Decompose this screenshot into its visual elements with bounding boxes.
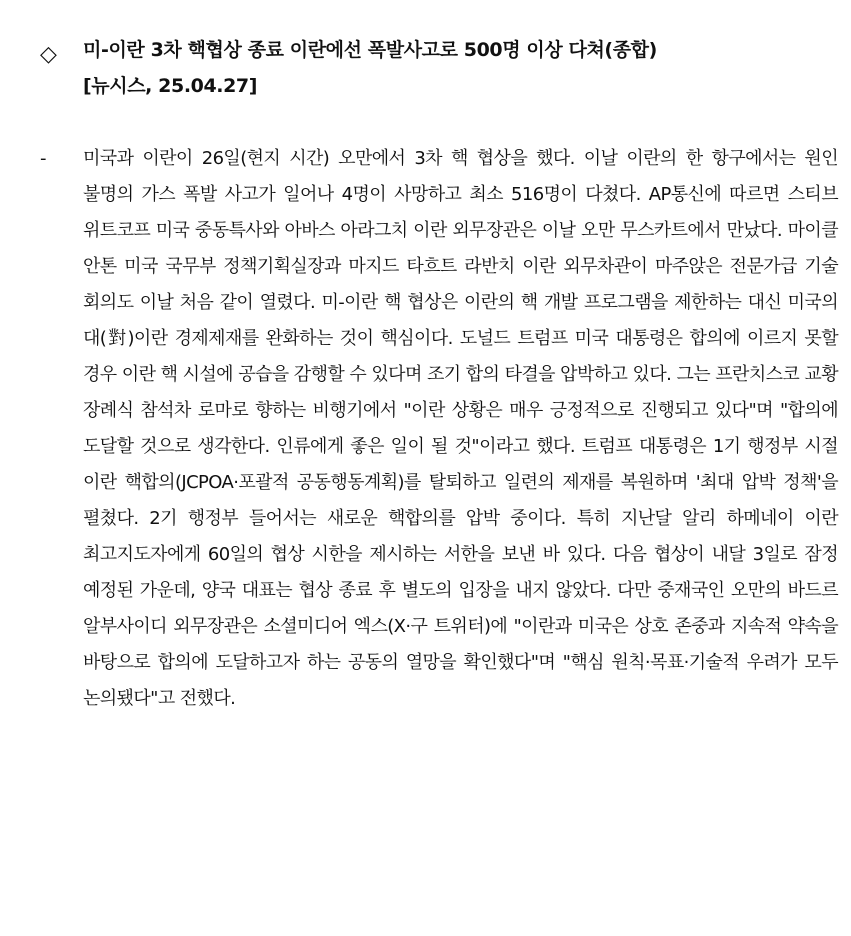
article-body: 미국과 이란이 26일(현지 시간) 오만에서 3차 핵 협상을 했다. 이날 이란의 한 항구에서는 원인 불명의 가스 폭발 사고가 일어나 4명이 사망하고 최소 516명이 다쳤다. AP통신에 따르면 스티브 위트코프 미국 중동특사와 아바스 아라그치 이란 외무장관은 이날 오만 무스카트에서 만났다. 마이클 안톤 미국 국무부 정책기획실장과 마지드 타흐트 라반치 이란 외무차관이 마주앉은 전문가급 기술 회의도 이날 처음 같이 열렸다. 미-이란 핵 협상은 이란의 핵 개발 프로그램을 제한하는 대신 미국의 대(對)이란 경제제재를 완화하는 것이 핵심이다. 도널드 트럼프 미국 대통령은 합의에 이르지 못할 경우 이란 핵 시설에 공습을 감행할 수 있다며 조기 합의 타결을 압박하고 있다. 그는 프란치스코 교황 장례식 참석차 로마로 향하는 비행기에서 "이란 상황은 매우 긍정적으로 진행되고 있다"며 "합의에 도달할 것으로 생각한다. 인류에게 좋은 일이 될 것"이라고 했다. 트럼프 대통령은 1기 행정부 시절 이란 핵합의(JCPOA·포괄적 공동행동계획)를 탈퇴하고 일련의 제재를 복원하며 '최대 압박 정책'을 펼쳤다. 2기 행정부 들어서는 새로운 핵합의를 압박 중이다. 특히 지난달 알리 하메네이 이란 최고지도자에게 60일의 협상 시한을 제시하는 서한을 보낸 바 있다. 다음 협상이 내달 3일로 잠정 예정된 가운데, 양국 대표는 협상 종료 후 별도의 입장을 내지 않았다. 다만 중재국인 오만의 바드르 알부사이디 외무장관은 소셜미디어 엑스(X·구 트위터)에 "이란과 미국은 상호 존중과 지속적 약속을 바탕으로 합의에 도달하고자 하는 공동의 열망을 확인했다"며 "핵심 원칙·목표·기술적 우려가 모두 논의됐다"고 전했다.: [83, 148, 838, 709]
headline-title: 미-이란 3차 핵협상 종료 이란에선 폭발사고로 500명 이상 다쳐(종합): [83, 39, 657, 61]
dash-bullet: -: [40, 148, 47, 169]
article-headline: [40, 32, 820, 104]
headline-source: [뉴시스, 25.04.27]: [83, 75, 258, 97]
diamond-bullet-icon: ◇: [40, 42, 57, 67]
